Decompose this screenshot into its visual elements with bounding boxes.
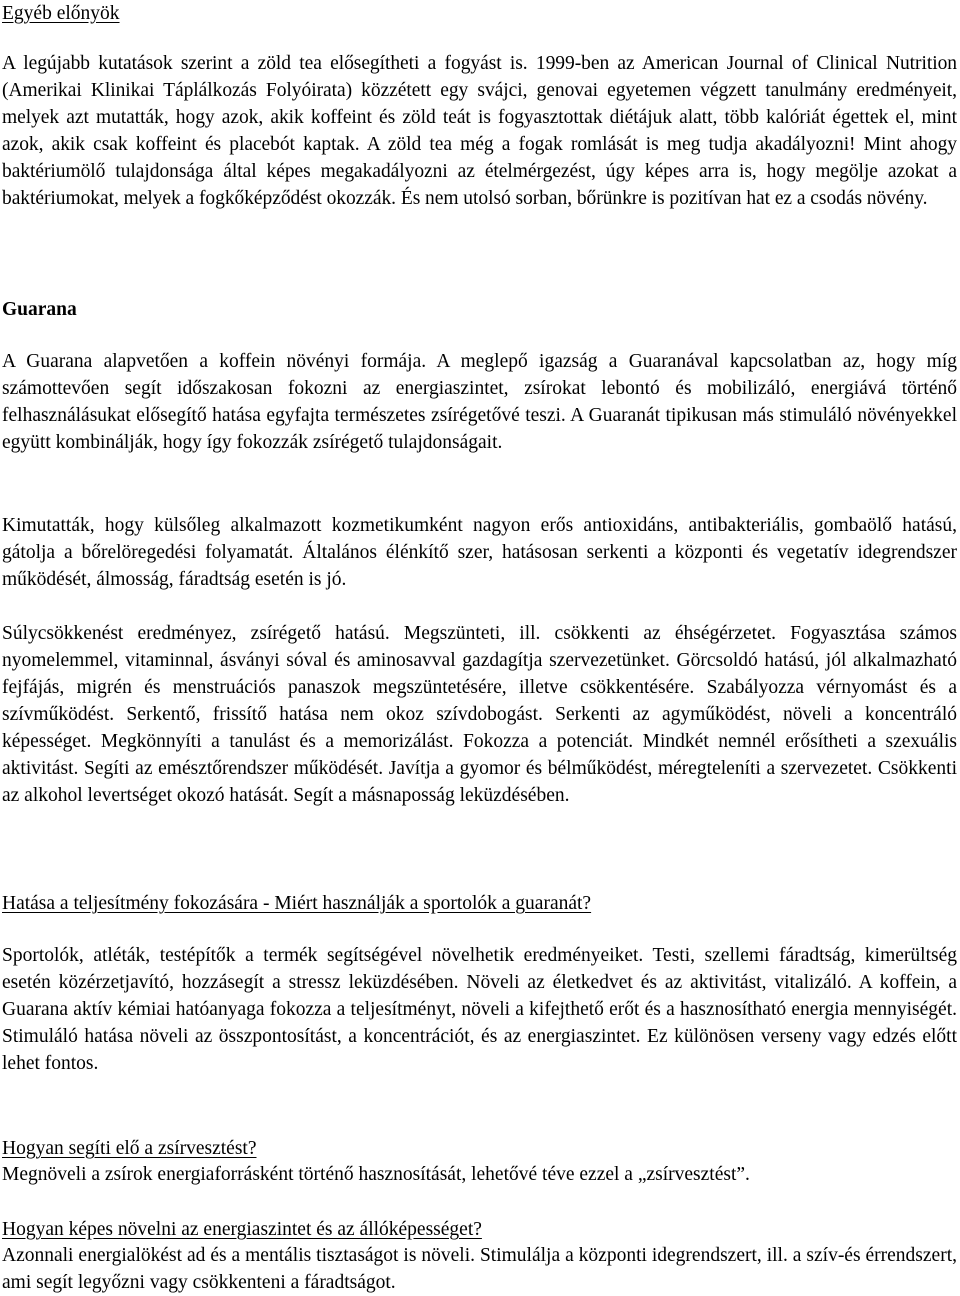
paragraph-guarana-3: Súlycsökkenést eredményez, zsírégető hatású. Megszünteti, ill. csökkenti az éhségérzetet. Fogyasztása számos nyomelemmel, vitaminnal, ásványi sóval és aminosavval gazdagítja szervezetünket. Görcsoldó hatású, jól alkalmazható fejfájás, migrén és menstruációs panaszok megszüntetésére, illetve csökkentésére. Szabályozza vérnyomást és a szívműködést. Serkentő, frissítő hatása nem okoz szívdobogást. Serkenti az agyműködést, növeli a koncentráló képességet. Megkönnyíti a tanulást és a memorizálást. Fokozza a potenciát. Mindkét nemnél erősítheti a szexuális aktivitást. Segíti az emésztőrendszer működését. Javítja a gyomor és bélműködést, méregteleníti a szervezetet. Csökkenti az alkohol levertséget okozó hatását. Segít a másnaposság leküzdésében.: [2, 623, 957, 806]
heading-zsirvesztes: Hogyan segíti elő a zsírvesztést?: [2, 1138, 257, 1159]
heading-egyeb-elonyok: Egyéb előnyök: [2, 3, 120, 24]
paragraph-guarana-2: Kimutatták, hogy külsőleg alkalmazott kozmetikumként nagyon erős antioxidáns, antibakteriális, gombaölő hatású, gátolja a bőrelöregedési folyamatát. Általános élénkítő szer, hatásosan serkenti a központi és vegetatív idegrendszer működését, álmosság, fáradtság esetén is jó.: [2, 515, 957, 590]
paragraph-energiaszint: Azonnali energialökést ad és a mentális tisztaságot is növeli. Stimulálja a központi idegrendszert, ill. a szív-és érrendszert, ami segít legyőzni vagy csökkenteni a fáradtságot.: [2, 1245, 957, 1293]
heading-guarana: Guarana: [2, 299, 77, 320]
heading-energiaszint: Hogyan képes növelni az energiaszintet és az állóképességet?: [2, 1219, 482, 1240]
paragraph-sport: Sportolók, atléták, testépítők a termék segítségével növelhetik eredményeiket. Testi, szellemi fáradtság, kimerültség esetén közérzetjavító, hozzásegít a stressz leküzdésében. Növeli az életkedvet és az aktivitást, vitalizáló. A koffein, a Guarana aktív kémiai hatóanyaga fokozza a teljesítményt, növeli a kifejthető erőt és a hasznosítható energia mennyiségét. Stimuláló hatása növeli az összpontosítást, a koncentrációt, és az energiaszintet. Ez különösen verseny vagy edzés előtt lehet fontos.: [2, 945, 957, 1074]
paragraph-guarana-1: A Guarana alapvetően a koffein növényi formája. A meglepő igazság a Guaranával kapcsolatban az, hogy míg számottevően segít időszakosan fokozni az energiaszintet, zsírokat lebontó és mobilizáló, energiává történő felhasználásukat elősegítő hatása egyfajta természetes zsírégetővé teszi. A Guaranát tipikusan más stimuláló növényekkel együtt kombinálják, hogy így fokozzák zsírégető tulajdonságait.: [2, 351, 957, 453]
paragraph-zsirvesztes: Megnöveli a zsírok energiaforrásként történő hasznosítását, lehetővé téve ezzel a „zsírvesztést”.: [2, 1164, 750, 1185]
heading-sport: Hatása a teljesítmény fokozására - Miért használják a sportolók a guaranát?: [2, 893, 592, 914]
paragraph-egyeb-elonyok: A legújabb kutatások szerint a zöld tea elősegítheti a fogyást is. 1999-ben az American Journal of Clinical Nutrition (Amerikai Klinikai Táplálkozás Folyóirata) közzétett egy svájci, genovai egyetemen végzett tanulmány eredményeit, melyek azt mutatták, hogy azok, akik koffeint és zöld teát is fogyasztottak diétájuk alatt, több kalóriát égettek el, mint azok, akik csak koffeint és placebót kaptak. A zöld tea még a fogak romlását is meg tudja akadályozni! Mint ahogy baktériumölő tulajdonsága által képes megakadályozni az ételmérgezést, úgy képes arra is, hogy megölje azokat a baktériumokat, melyek a fogkőképződést okozzák. És nem utolsó sorban, bőrünkre is pozitívan hat ez a csodás növény.: [2, 53, 957, 209]
